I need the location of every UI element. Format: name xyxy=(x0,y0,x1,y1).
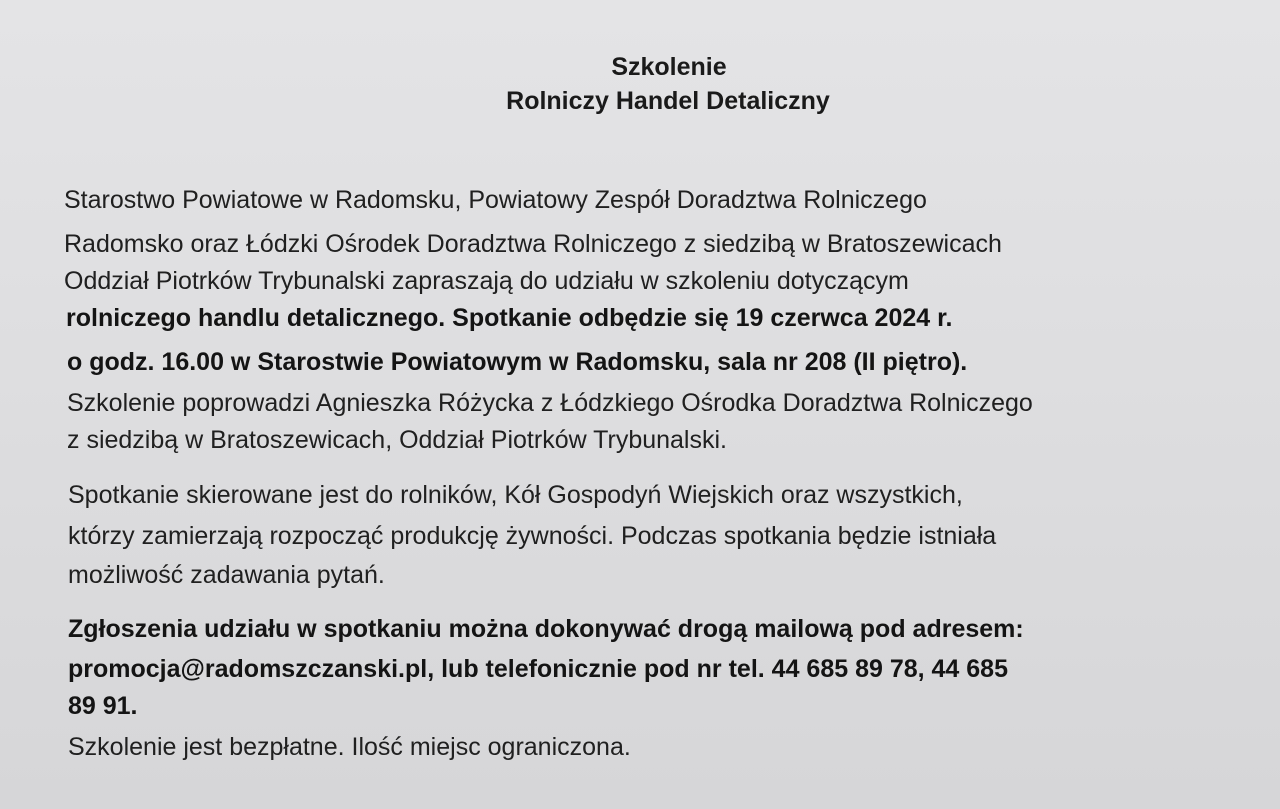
bold-meeting-date: Spotkanie odbędzie się 19 czerwca 2024 r. xyxy=(452,304,953,332)
paragraph-3-line-3: 89 91. xyxy=(68,692,138,720)
paragraph-2-line-2: którzy zamierzają rozpocząć produkcję żywności. Podczas spotkania będzie istniała xyxy=(68,522,997,550)
title-line-1: Szkolenie xyxy=(611,53,727,81)
paragraph-1-line-2: Radomsko oraz Łódzki Ośrodek Doradztwa Rolniczego z siedzibą w Bratoszewicach xyxy=(64,230,1002,258)
paragraph-1-line-1: Starostwo Powiatowe w Radomsku, Powiatowy Zespół Doradztwa Rolniczego xyxy=(64,186,927,214)
title-line-2: Rolniczy Handel Detaliczny xyxy=(506,87,830,115)
paragraph-1-line-5: o godz. 16.00 w Starostwie Powiatowym w Radomsku, sala nr 208 (II piętro). xyxy=(67,348,968,376)
paragraph-3-line-1: Zgłoszenia udziału w spotkaniu można dokonywać drogą mailową pod adresem: xyxy=(68,615,1024,643)
paragraph-1-line-7: z siedzibą w Bratoszewicach, Oddział Piotrków Trybunalski. xyxy=(67,426,727,454)
paragraph-2-line-1: Spotkanie skierowane jest do rolników, Kół Gospodyń Wiejskich oraz wszystkich, xyxy=(68,481,963,509)
paragraph-3-line-2: promocja@radomszczanski.pl, lub telefonicznie pod nr tel. 44 685 89 78, 44 685 xyxy=(68,655,1008,683)
paragraph-1-line-6: Szkolenie poprowadzi Agnieszka Różycka z Łódzkiego Ośrodka Doradztwa Rolniczego xyxy=(67,389,1033,417)
closing-note: Szkolenie jest bezpłatne. Ilość miejsc ograniczona. xyxy=(68,733,631,761)
paragraph-2-line-3: możliwość zadawania pytań. xyxy=(68,561,385,589)
bold-separator: . xyxy=(438,304,453,332)
paragraph-1-line-3: Oddział Piotrków Trybunalski zapraszają do udziału w szkoleniu dotyczącym xyxy=(64,267,909,295)
paragraph-1-line-4 xyxy=(66,302,952,334)
document-title xyxy=(0,50,1280,118)
bold-topic: rolniczego handlu detalicznego xyxy=(66,304,439,332)
